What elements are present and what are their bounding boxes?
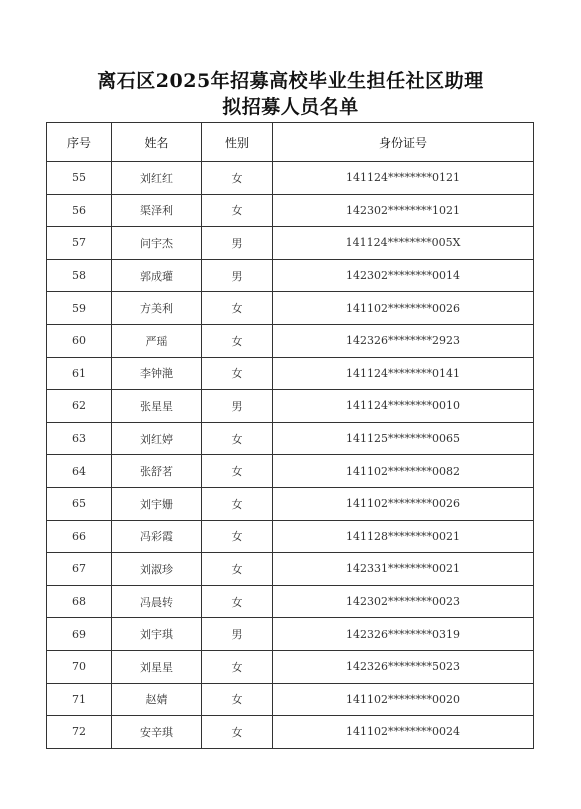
gender-cell: 女 [202, 520, 273, 553]
id-number-cell: 142302********1021 [273, 194, 534, 227]
header-gender: 性别 [202, 123, 273, 162]
id-number-cell: 141102********0020 [273, 683, 534, 716]
serial-number-cell: 72 [47, 716, 112, 749]
name-cell: 问宇杰 [112, 227, 202, 260]
table-row [47, 162, 534, 195]
gender-cell: 女 [202, 650, 273, 683]
table-row [47, 520, 534, 553]
table-row [47, 292, 534, 325]
id-number-cell: 141102********0082 [273, 455, 534, 488]
serial-number-cell: 65 [47, 487, 112, 520]
serial-number-cell: 69 [47, 618, 112, 651]
name-cell: 方美利 [112, 292, 202, 325]
name-cell: 李钟滟 [112, 357, 202, 390]
serial-number-cell: 59 [47, 292, 112, 325]
name-cell: 刘红婷 [112, 422, 202, 455]
document-title-line2: 拟招募人员名单 [222, 96, 359, 118]
serial-number-cell: 61 [47, 357, 112, 390]
gender-cell: 女 [202, 357, 273, 390]
name-cell: 刘淑珍 [112, 553, 202, 586]
name-cell: 冯彩霞 [112, 520, 202, 553]
candidate-table [46, 122, 534, 749]
id-number-cell: 142326********2923 [273, 324, 534, 357]
serial-number-cell: 64 [47, 455, 112, 488]
name-cell: 严瑶 [112, 324, 202, 357]
table-row [47, 324, 534, 357]
name-cell: 刘星星 [112, 650, 202, 683]
table-row [47, 357, 534, 390]
table-row [47, 585, 534, 618]
serial-number-cell: 68 [47, 585, 112, 618]
name-cell: 刘宇琪 [112, 618, 202, 651]
table-header-row [47, 123, 534, 162]
id-number-cell: 141102********0026 [273, 487, 534, 520]
gender-cell: 女 [202, 585, 273, 618]
gender-cell: 男 [202, 618, 273, 651]
serial-number-cell: 63 [47, 422, 112, 455]
gender-cell: 女 [202, 162, 273, 195]
table-row [47, 194, 534, 227]
name-cell: 刘宇姗 [112, 487, 202, 520]
id-number-cell: 142302********0014 [273, 259, 534, 292]
serial-number-cell: 71 [47, 683, 112, 716]
serial-number-cell: 55 [47, 162, 112, 195]
serial-number-cell: 58 [47, 259, 112, 292]
gender-cell: 女 [202, 455, 273, 488]
table-row [47, 422, 534, 455]
id-number-cell: 141124********005X [273, 227, 534, 260]
gender-cell: 男 [202, 227, 273, 260]
serial-number-cell: 67 [47, 553, 112, 586]
serial-number-cell: 56 [47, 194, 112, 227]
gender-cell: 男 [202, 259, 273, 292]
name-cell: 安辛琪 [112, 716, 202, 749]
document-title-line1: 离石区2025年招募高校毕业生担任社区助理 [97, 70, 484, 92]
name-cell: 赵婧 [112, 683, 202, 716]
gender-cell: 女 [202, 292, 273, 325]
id-number-cell: 141124********0010 [273, 390, 534, 423]
table-row [47, 683, 534, 716]
id-number-cell: 141124********0121 [273, 162, 534, 195]
serial-number-cell: 70 [47, 650, 112, 683]
table-row [47, 390, 534, 423]
name-cell: 渠泽利 [112, 194, 202, 227]
id-number-cell: 141102********0026 [273, 292, 534, 325]
id-number-cell: 142331********0021 [273, 553, 534, 586]
name-cell: 张舒茗 [112, 455, 202, 488]
header-serial-number: 序号 [47, 123, 112, 162]
name-cell: 郭成瓘 [112, 259, 202, 292]
serial-number-cell: 57 [47, 227, 112, 260]
id-number-cell: 142326********5023 [273, 650, 534, 683]
table-body [47, 162, 534, 749]
table-row [47, 487, 534, 520]
gender-cell: 男 [202, 390, 273, 423]
id-number-cell: 141102********0024 [273, 716, 534, 749]
id-number-cell: 141124********0141 [273, 357, 534, 390]
gender-cell: 女 [202, 553, 273, 586]
gender-cell: 女 [202, 324, 273, 357]
id-number-cell: 141128********0021 [273, 520, 534, 553]
serial-number-cell: 66 [47, 520, 112, 553]
gender-cell: 女 [202, 487, 273, 520]
id-number-cell: 142302********0023 [273, 585, 534, 618]
id-number-cell: 142326********0319 [273, 618, 534, 651]
id-number-cell: 141125********0065 [273, 422, 534, 455]
table-row [47, 716, 534, 749]
gender-cell: 女 [202, 716, 273, 749]
table-row [47, 259, 534, 292]
table-row [47, 227, 534, 260]
name-cell: 冯晨转 [112, 585, 202, 618]
gender-cell: 女 [202, 194, 273, 227]
table-row [47, 618, 534, 651]
table-row [47, 455, 534, 488]
gender-cell: 女 [202, 422, 273, 455]
table-row [47, 553, 534, 586]
serial-number-cell: 60 [47, 324, 112, 357]
serial-number-cell: 62 [47, 390, 112, 423]
name-cell: 刘红红 [112, 162, 202, 195]
header-id-number: 身份证号 [273, 123, 534, 162]
gender-cell: 女 [202, 683, 273, 716]
table-row [47, 650, 534, 683]
header-name: 姓名 [112, 123, 202, 162]
name-cell: 张星星 [112, 390, 202, 423]
